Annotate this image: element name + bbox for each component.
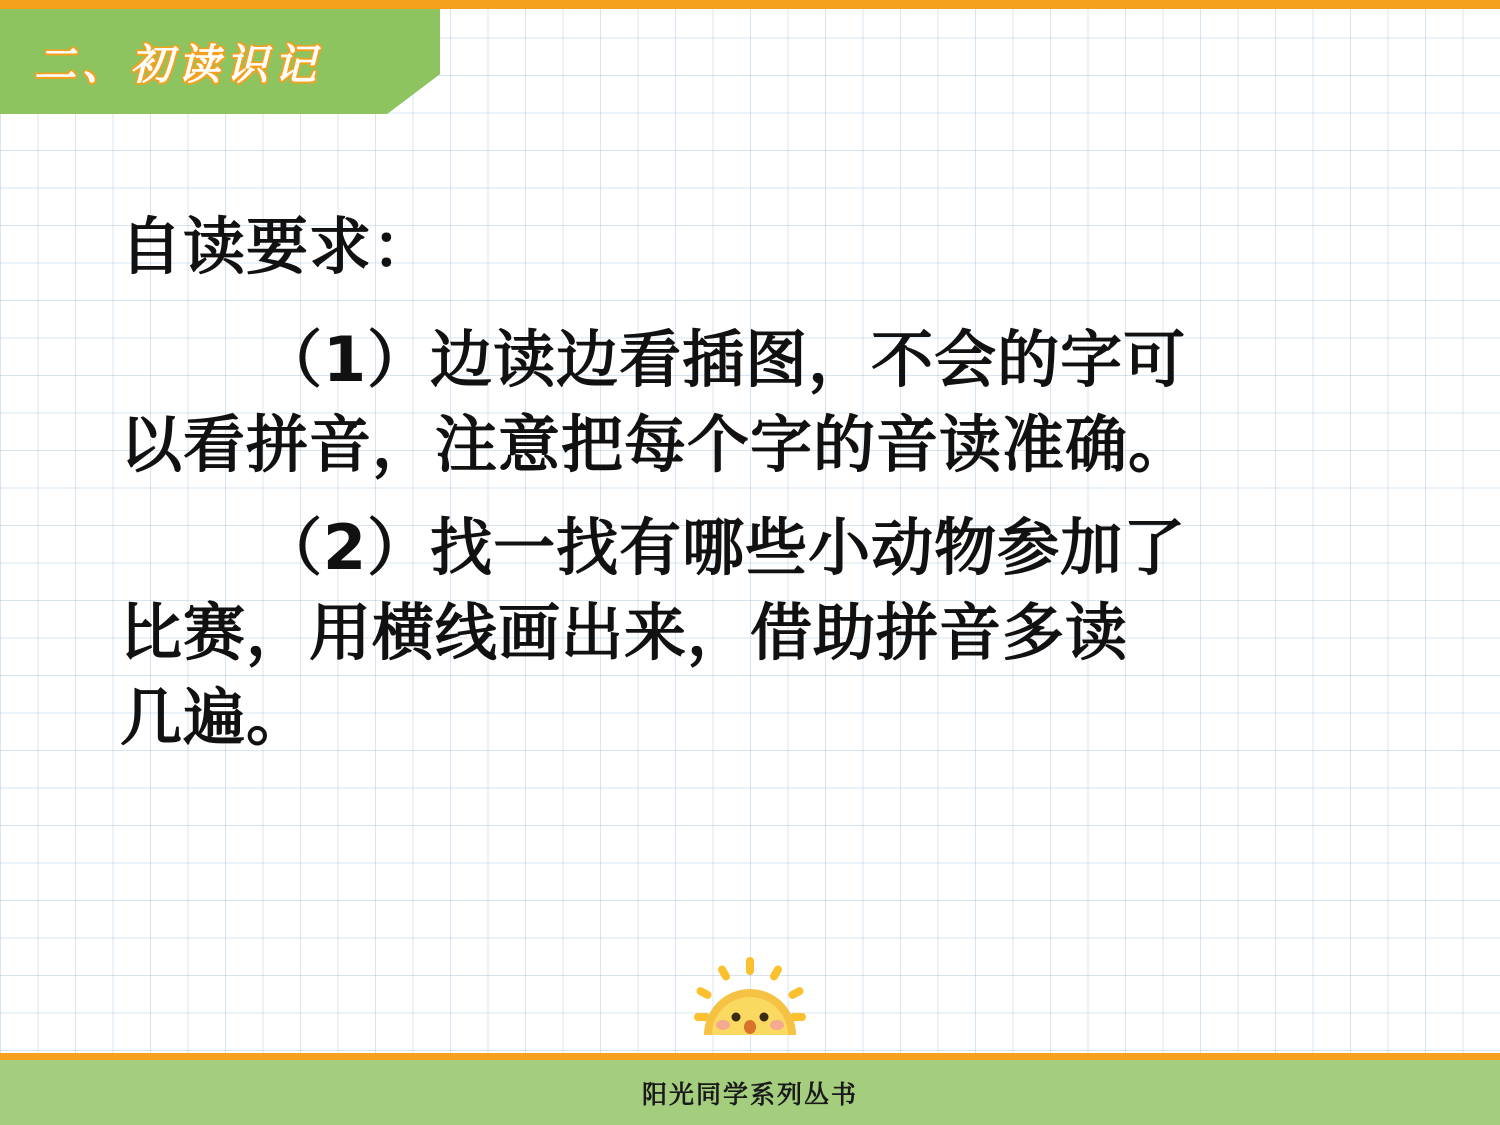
text-line-1a: （1）边读边看插图，不会的字可 bbox=[260, 322, 1187, 396]
text-line-2a: （2）找一找有哪些小动物参加了 bbox=[260, 510, 1187, 584]
page-title: 二、初读识记 bbox=[34, 42, 323, 89]
title-banner bbox=[0, 9, 440, 114]
text-line-2b: 比赛，用横线画出来，借助拼音多读 bbox=[120, 595, 1129, 669]
sun-mascot-icon bbox=[690, 957, 810, 1049]
footer-label: 阳光同学系列丛书 bbox=[641, 1080, 858, 1109]
text-line-1b: 以看拼音，注意把每个字的音读准确。 bbox=[120, 407, 1192, 481]
body-text-block bbox=[120, 205, 1410, 761]
top-orange-rule bbox=[0, 0, 1500, 9]
text-line-2c: 几遍。 bbox=[120, 680, 310, 754]
text-line-heading: 自读要求： bbox=[120, 210, 436, 283]
